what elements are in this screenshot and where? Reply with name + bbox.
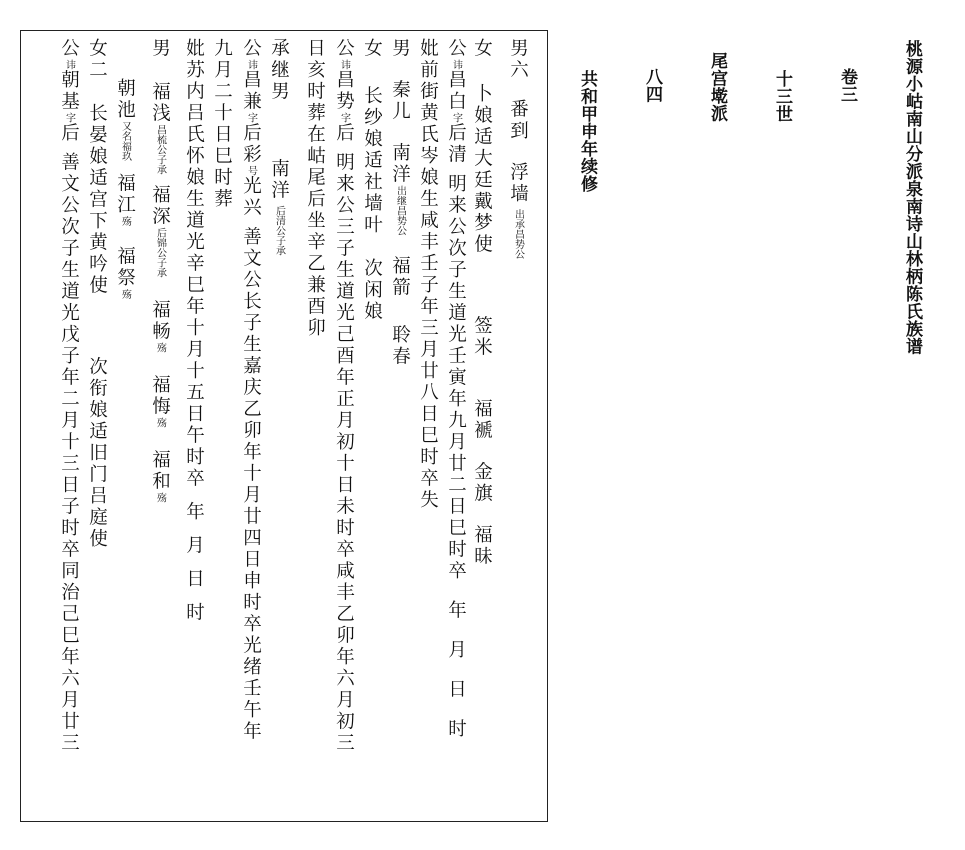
text-segment: 后	[333, 122, 355, 144]
text-segment: 福昧	[471, 524, 493, 568]
annotation-text: 字	[245, 112, 257, 123]
text-column	[390, 38, 409, 368]
text-segment: 南洋	[389, 142, 411, 186]
text-segment: 男六	[507, 38, 529, 81]
text-segment: 聆春	[389, 324, 411, 368]
text-segment: 日	[445, 679, 467, 701]
text-segment: 朝池	[114, 78, 136, 121]
annotation-text: 出继昌势公	[394, 185, 406, 236]
text-column	[508, 38, 527, 259]
text-segment: 女	[361, 38, 383, 60]
annotation-text: 出承昌势公	[512, 209, 524, 259]
annotation-text: 殇	[154, 417, 166, 428]
text-column	[269, 38, 288, 256]
text-segment: 妣前街黄氏岑娘生咸丰壬子年三月廿八日巳时卒失	[417, 38, 439, 511]
text-segment: 后	[58, 122, 80, 144]
text-segment: 长晏娘适宫下黄吟使	[86, 103, 108, 297]
text-segment: 九月二十日巳时葬	[211, 38, 233, 210]
text-segment: 明来公次子生道光壬寅年九月廿二日巳时卒	[445, 173, 467, 582]
edition-label: 共和甲申年续修	[577, 70, 597, 193]
text-segment: 日亥时葬在岵尾后坐辛乙兼酉卯	[304, 38, 326, 339]
text-segment: 明来公三子生道光己酉年正月初十日未时卒咸丰乙卯年六月初三	[333, 152, 355, 754]
text-column	[59, 38, 78, 754]
text-column	[184, 38, 203, 624]
text-segment: 福褫	[471, 398, 493, 442]
text-segment: 女二	[86, 38, 108, 81]
annotation-text: 讳	[338, 59, 350, 70]
volume-label: 卷三	[837, 68, 857, 103]
text-segment: 年	[183, 501, 205, 523]
text-segment: 时	[445, 718, 467, 740]
page-header	[555, 40, 965, 355]
text-segment: 福和	[149, 449, 171, 493]
annotation-text: 昌梳公子承	[154, 124, 166, 175]
text-column	[418, 38, 437, 511]
text-segment: 福江	[114, 173, 136, 216]
text-segment: 朝基	[58, 69, 80, 113]
text-segment: 福浅	[149, 81, 171, 125]
text-segment: 卜娘适大廷戴梦使	[471, 83, 493, 256]
text-segment: 妣苏内吕氏怀娘生道光辛巳年十月十五日午时卒	[183, 38, 205, 490]
text-segment: 福祭	[114, 246, 136, 289]
text-segment: 后清	[445, 122, 467, 166]
annotation-text: 字	[63, 112, 75, 123]
branch-label: 尾宫墘派	[707, 52, 727, 122]
annotation-text: 殇	[154, 492, 166, 503]
text-segment: 昌白	[445, 69, 467, 113]
text-segment: 月	[445, 639, 467, 661]
text-segment: 福箭	[389, 255, 411, 299]
annotation-text: 讳	[245, 59, 257, 70]
text-segment: 光兴	[240, 175, 262, 219]
annotation-text: 讳	[63, 59, 75, 70]
text-segment: 男	[389, 38, 411, 60]
annotation-text: 号	[245, 165, 257, 176]
text-segment: 后彩	[240, 122, 262, 166]
text-segment: 长纱娘适社墙叶	[361, 85, 383, 236]
text-segment: 番到	[507, 99, 529, 142]
annotation-text: 后锦公子承	[154, 227, 166, 278]
text-column	[305, 38, 324, 339]
text-segment: 公	[445, 38, 467, 60]
text-segment: 昌兼	[240, 69, 262, 113]
text-segment: 次闲娘	[361, 258, 383, 323]
text-segment: 公	[333, 38, 355, 60]
text-segment: 日	[183, 568, 205, 590]
text-segment: 时	[183, 602, 205, 624]
annotation-text: 殇	[119, 216, 131, 226]
text-segment: 年	[445, 600, 467, 622]
text-segment: 福深	[149, 184, 171, 228]
text-column	[241, 38, 260, 743]
text-segment: 次衔娘适旧门吕庭使	[86, 356, 108, 550]
generation-label: 十三世	[772, 70, 792, 123]
text-segment: 昌势	[333, 69, 355, 113]
text-column	[212, 38, 231, 210]
page-number: 八四	[642, 68, 662, 103]
annotation-text: 又名福玖	[119, 121, 131, 161]
text-segment: 浮墙	[507, 162, 529, 205]
text-segment: 月	[183, 535, 205, 557]
text-segment: 善文公长子生嘉庆乙卯年十月廿四日申时卒光绪壬午年	[240, 226, 262, 743]
text-segment: 秦儿	[389, 79, 411, 123]
text-segment: 福畅	[149, 299, 171, 343]
text-column	[446, 38, 465, 740]
annotation-text: 后清公子承	[273, 205, 285, 256]
text-segment: 公	[240, 38, 262, 60]
text-segment: 女	[471, 38, 493, 60]
annotation-text: 殇	[154, 342, 166, 353]
text-segment: 善文公次子生道光戊子年二月十三日子时卒同治己巳年六月廿三	[58, 152, 80, 754]
annotation-text: 讳	[450, 59, 462, 70]
text-segment: 签米	[471, 315, 493, 359]
text-column	[362, 38, 381, 323]
annotation-text: 字	[450, 112, 462, 123]
text-segment: 男	[149, 38, 171, 60]
annotation-text: 字	[338, 112, 350, 123]
annotation-text: 殇	[119, 289, 131, 299]
text-column	[87, 38, 106, 550]
text-segment: 金旗	[471, 461, 493, 505]
text-segment: 南洋	[268, 158, 290, 202]
text-column	[334, 38, 353, 754]
book-title: 桃源小岵南山分派泉南诗山林柄陈氏族谱	[902, 40, 922, 355]
text-segment: 公	[58, 38, 80, 60]
text-column	[472, 38, 491, 568]
text-segment: 福悔	[149, 374, 171, 418]
text-column	[115, 38, 134, 299]
text-column	[150, 38, 169, 503]
text-segment: 承继男	[268, 38, 290, 103]
